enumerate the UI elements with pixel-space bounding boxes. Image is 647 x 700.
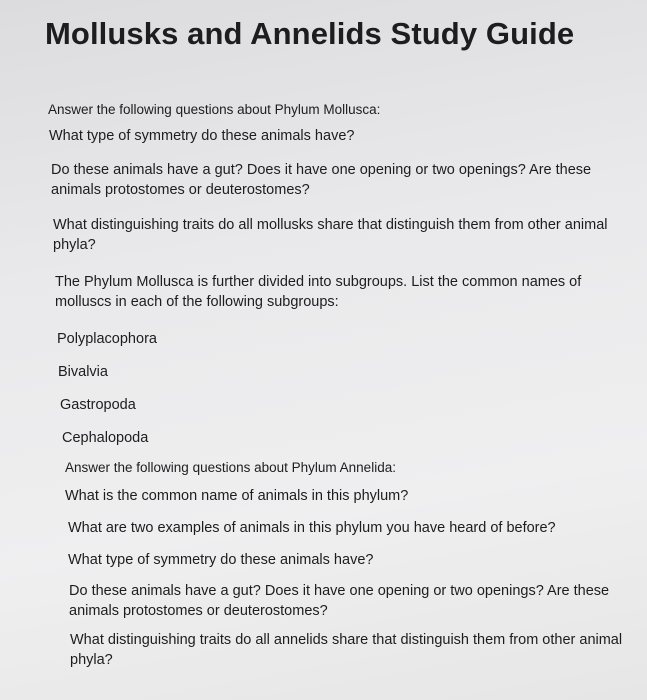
mollusca-question-2: Do these animals have a gut? Does it have one opening or two openings? Are these animals protostomes or deuterostomes?	[51, 162, 592, 198]
annelida-question-3: What type of symmetry do these animals have?	[68, 552, 374, 568]
mollusca-question-1: What type of symmetry do these animals have?	[49, 128, 355, 144]
mollusca-intro: Answer the following questions about Phylum Mollusca:	[48, 102, 381, 117]
mollusca-question-4: The Phylum Mollusca is further divided into subgroups. List the common names of molluscs in each of the following subgroups:	[55, 274, 582, 310]
subgroup-polyplacophora: Polyplacophora	[57, 331, 157, 347]
annelida-intro: Answer the following questions about Phylum Annelida:	[65, 460, 396, 475]
subgroup-cephalopoda: Cephalopoda	[62, 430, 149, 446]
annelida-question-5: What distinguishing traits do all annelids share that distinguish them from other animal phyla?	[70, 632, 623, 668]
annelida-question-1: What is the common name of animals in this phylum?	[65, 488, 409, 504]
subgroup-gastropoda: Gastropoda	[60, 397, 136, 413]
subgroup-bivalvia: Bivalvia	[58, 364, 108, 380]
annelida-question-2: What are two examples of animals in this phylum you have heard of before?	[68, 520, 556, 536]
page-title: Mollusks and Annelids Study Guide	[45, 16, 575, 51]
mollusca-question-3: What distinguishing traits do all mollusks share that distinguish them from other animal phyla?	[53, 217, 608, 253]
annelida-question-4: Do these animals have a gut? Does it have one opening or two openings? Are these animals protostomes or deuterostomes?	[69, 583, 610, 619]
